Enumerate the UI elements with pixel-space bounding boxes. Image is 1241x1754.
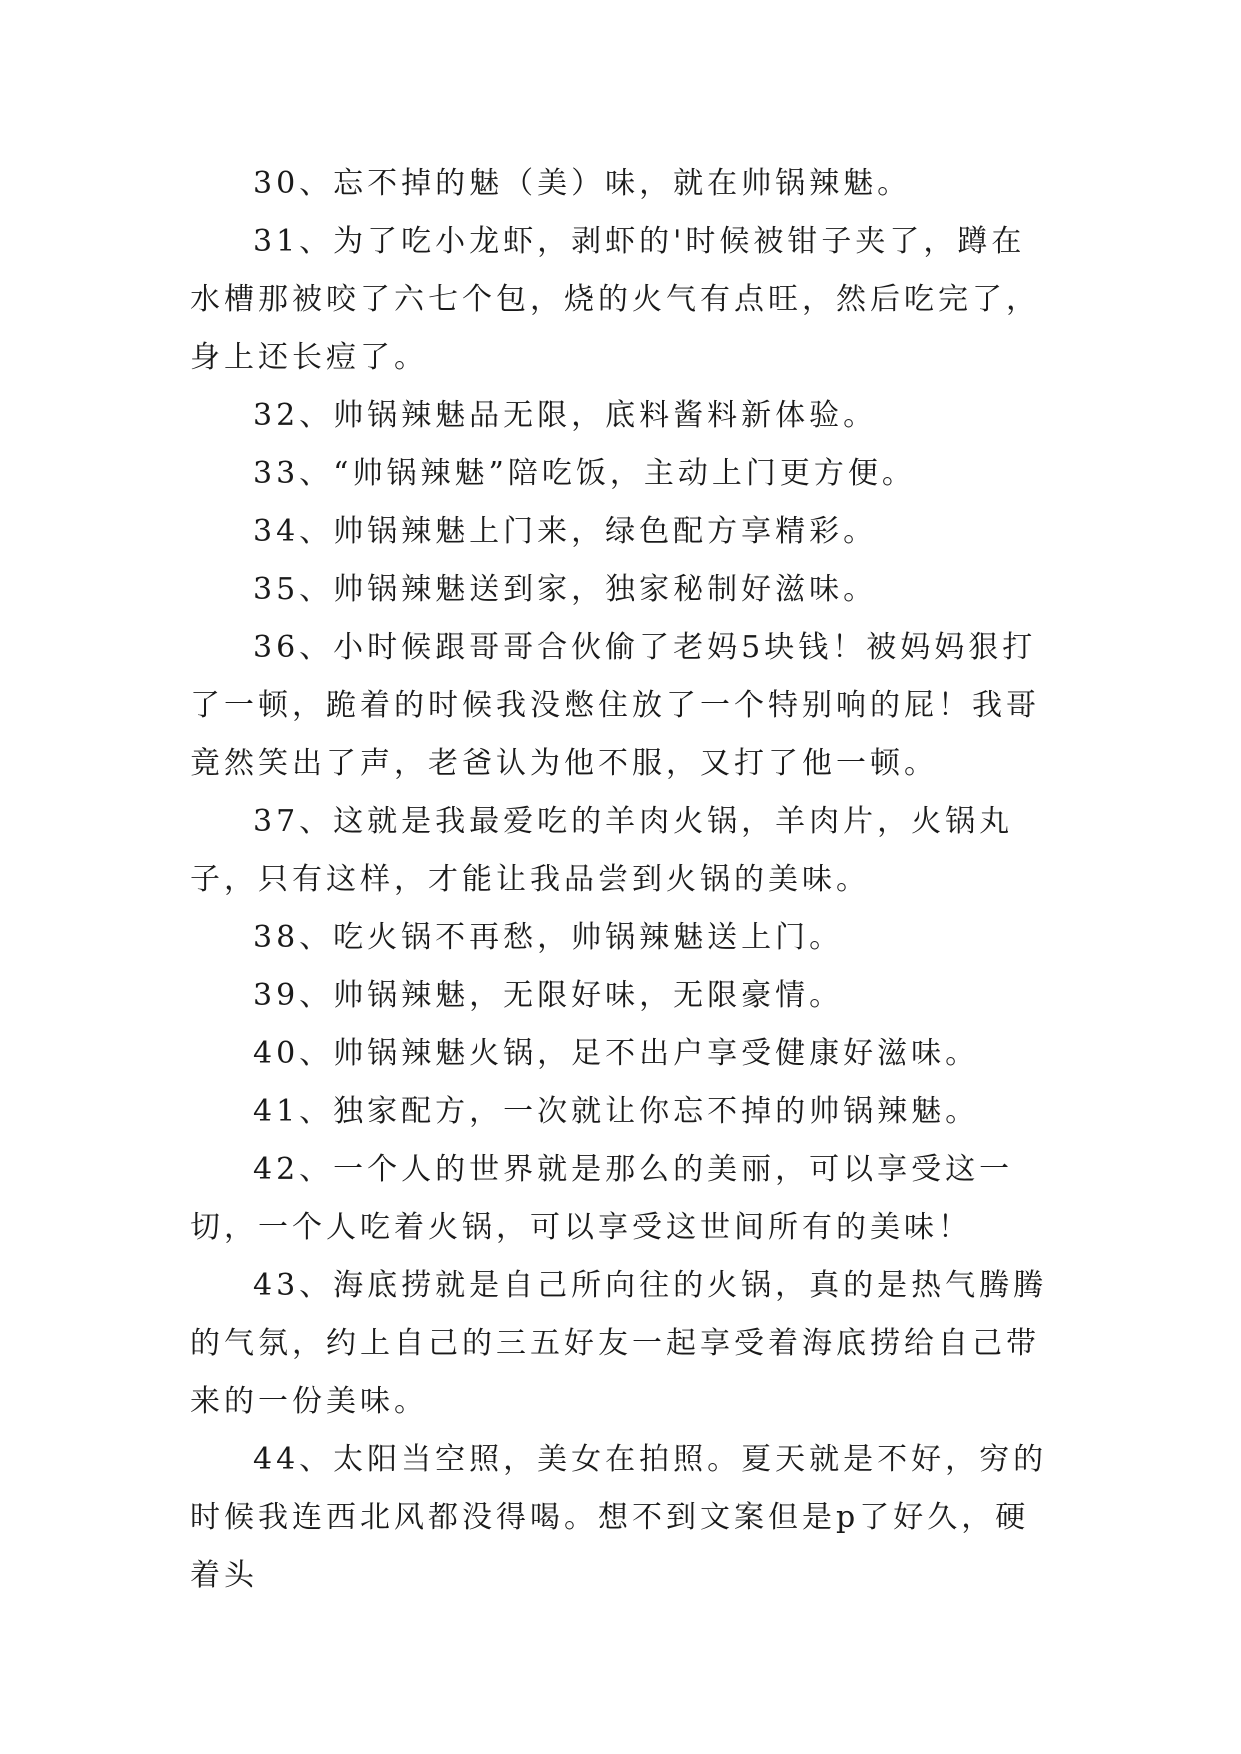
paragraph-43: 43、海底捞就是自己所向往的火锅，真的是热气腾腾的气氛，约上自己的三五好友一起享受着海底捞给自己带来的一份美味。: [190, 1268, 1048, 1419]
paragraph-42: 42、一个人的世界就是那么的美丽，可以享受这一切，一个人吃着火锅，可以享受这世间所有的美味！: [190, 1152, 1014, 1245]
document-body: [190, 155, 1052, 1605]
paragraph-33: 33、“帅锅辣魅”陪吃饭，主动上门更方便。: [253, 456, 916, 491]
paragraph-41: 41、独家配方，一次就让你忘不掉的帅锅辣魅。: [253, 1094, 980, 1129]
paragraph-30: 30、忘不掉的魅（美）味，就在帅锅辣魅。: [253, 166, 912, 201]
paragraph-39: 39、帅锅辣魅，无限好味，无限豪情。: [253, 978, 844, 1013]
paragraph-38: 38、吃火锅不再愁，帅锅辣魅送上门。: [253, 920, 844, 955]
paragraph-40: 40、帅锅辣魅火锅，足不出户享受健康好滋味。: [253, 1036, 980, 1071]
paragraph-32: 32、帅锅辣魅品无限，底料酱料新体验。: [253, 398, 878, 433]
paragraph-31: 31、为了吃小龙虾，剥虾的'时候被钳子夹了，蹲在水槽那被咬了六七个包，烧的火气有点旺，然后吃完了，身上还长痘了。: [190, 224, 1040, 375]
paragraph-36: 36、小时候跟哥哥合伙偷了老妈5块钱！被妈妈狠打了一顿，跪着的时候我没憋住放了一个特别响的屁！我哥竟然笑出了声，老爸认为他不服，又打了他一顿。: [190, 630, 1040, 781]
paragraph-44: 44、太阳当空照，美女在拍照。夏天就是不好，穷的时候我连西北风都没得喝。想不到文案但是p了好久，硬着头: [190, 1442, 1048, 1593]
paragraph-34: 34、帅锅辣魅上门来，绿色配方享精彩。: [253, 514, 878, 549]
paragraph-37: 37、这就是我最爱吃的羊肉火锅，羊肉片，火锅丸子，只有这样，才能让我品尝到火锅的美味。: [190, 804, 1014, 897]
paragraph-35: 35、帅锅辣魅送到家，独家秘制好滋味。: [253, 572, 878, 607]
